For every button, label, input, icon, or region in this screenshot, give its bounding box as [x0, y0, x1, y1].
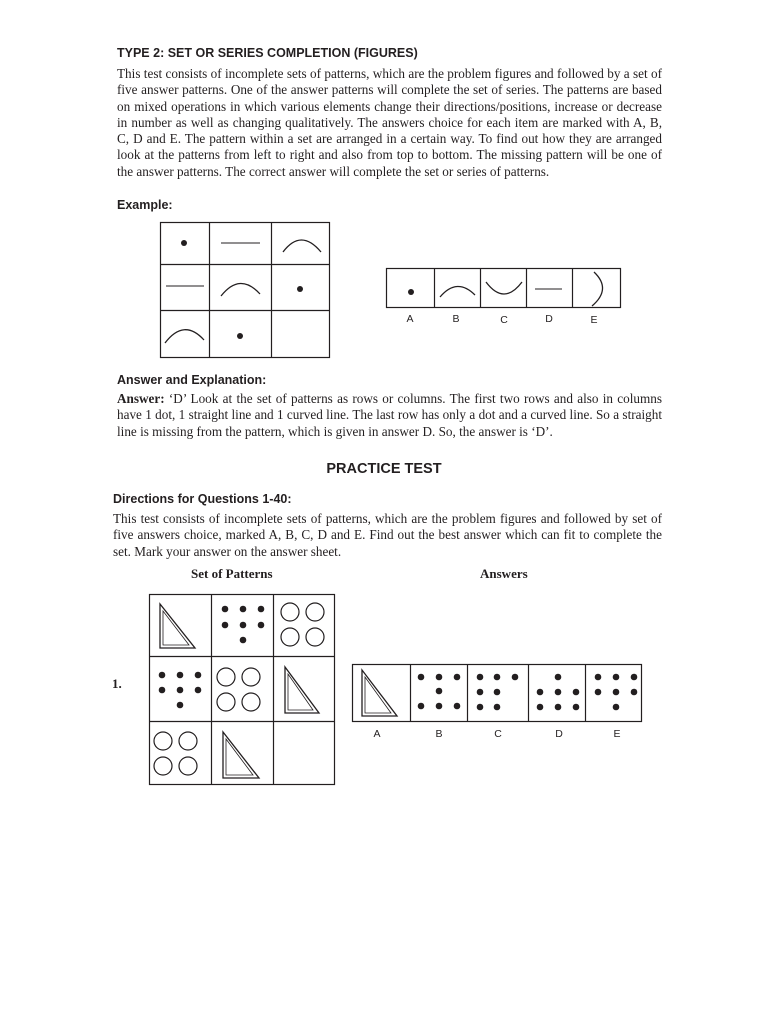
example-option-e-label: E — [590, 314, 598, 326]
option-e-dots — [595, 674, 638, 711]
answer-text: ‘D’ Look at the set of patterns as rows or columns. The first two rows and also in columns have 1 dot, 1 straight line and 1 curved line. The last row has only a dot and a curved line. So a straight line is missing from the pattern, which is given in answer D. So, the answer is ‘D’. — [117, 391, 662, 439]
question-1-option-e-label: E — [613, 728, 621, 740]
question-number: 1. — [112, 676, 122, 691]
set-of-patterns-heading: Set of Patterns — [191, 566, 273, 581]
triangle-inner-line — [365, 677, 391, 713]
option-a-triangle — [362, 670, 397, 716]
example-option-a-label: A — [406, 313, 414, 325]
answer-heading: Answer and Explanation: — [117, 373, 267, 387]
directions-paragraph: This test consists of incomplete sets of patterns, which are the problem figures and followed by set of five answers choice, marked A, B, C, D and E. Find out the best answer which can fit to complete the set. Mark your answer on the answer sheet. — [113, 511, 662, 559]
question-1-option-a-label: A — [373, 728, 381, 740]
option-b-dots — [418, 674, 461, 710]
intro-paragraph: This test consists of incomplete sets of patterns, which are the problem figures and followed by a set of five answer patterns. One of the answer patterns will complete the set of series. The patterns are based on mixed operations in which various elements change their directions/positions, increase or decrease in number as well as changing qualitatively. The answers choice for each item are marked with A, B, C, D and E. The pattern within a set are arranged in a certain way. To find out how they are arranged look at the patterns from left to right and also from top to bottom. The missing pattern will be one of the answer patterns. The correct answer will complete the set or series of patterns. — [117, 66, 662, 179]
example-option-b-label: B — [452, 313, 460, 325]
example-option-d-label: D — [545, 313, 553, 325]
section-title: TYPE 2: SET OR SERIES COMPLETION (FIGURES) — [117, 46, 418, 60]
question-1-option-d-label: D — [555, 728, 563, 740]
directions-heading: Directions for Questions 1-40: — [113, 492, 292, 506]
answer-label: Answer: — [117, 391, 165, 406]
example-label: Example: — [117, 198, 173, 212]
question-1-option-c-label: C — [494, 728, 502, 740]
option-d-dots — [537, 674, 580, 711]
question-1-option-b-label: B — [435, 728, 443, 740]
practice-test-title: PRACTICE TEST — [326, 461, 442, 477]
answers-heading: Answers — [480, 566, 528, 581]
option-c-dots — [477, 674, 519, 711]
example-option-c-label: C — [500, 314, 508, 326]
